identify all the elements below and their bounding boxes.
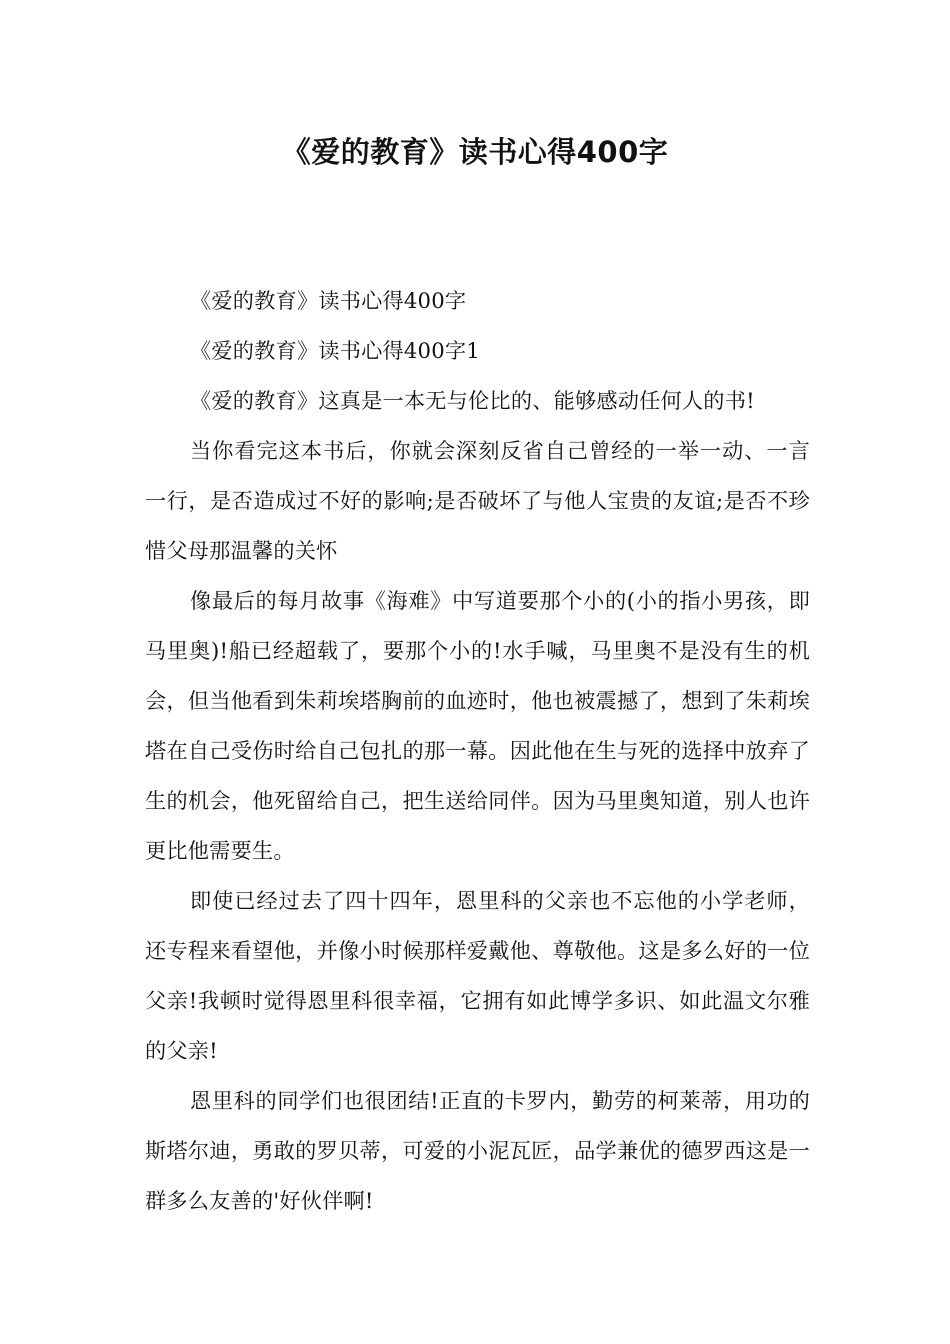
paragraph: 《爱的教育》读书心得400字	[190, 288, 467, 313]
paragraph: 《爱的教育》这真是一本无与伦比的、能够感动任何人的书!	[190, 388, 755, 413]
paragraph: 《爱的教育》读书心得400字1	[190, 338, 480, 363]
paragraph: 像最后的每月故事《海难》中写道要那个小的(小的指小男孩，即马里奥)!船已经超载了，要那个小的!水手喊，马里奥不是没有生的机会，但当他看到朱莉埃塔胸前的血迹时，他也被震撼了，想到了朱莉埃塔在自己受伤时给自己包扎的那一幕。因此他在生与死的选择中放弃了生的机会，他死留给自己，把生送给同伴。因为马里奥知道，别人也许更比他需要生。	[145, 588, 810, 863]
paragraph: 恩里科的同学们也很团结!正直的卡罗内，勤劳的柯莱蒂，用功的斯塔尔迪，勇敢的罗贝蒂，可爱的小泥瓦匠，品学兼优的德罗西这是一群多么友善的'好伙伴啊!	[145, 1088, 810, 1213]
document-body	[145, 276, 810, 1226]
paragraph: 即使已经过去了四十四年，恩里科的父亲也不忘他的小学老师，还专程来看望他，并像小时候那样爱戴他、尊敬他。这是多么好的一位父亲!我顿时觉得恩里科很幸福，它拥有如此博学多识、如此温文尔雅的父亲!	[145, 888, 810, 1063]
paragraph: 当你看完这本书后，你就会深刻反省自己曾经的一举一动、一言一行，是否造成过不好的影响;是否破坏了与他人宝贵的友谊;是否不珍惜父母那温馨的关怀	[145, 438, 810, 563]
document-title: 《爱的教育》读书心得400字	[281, 135, 669, 169]
